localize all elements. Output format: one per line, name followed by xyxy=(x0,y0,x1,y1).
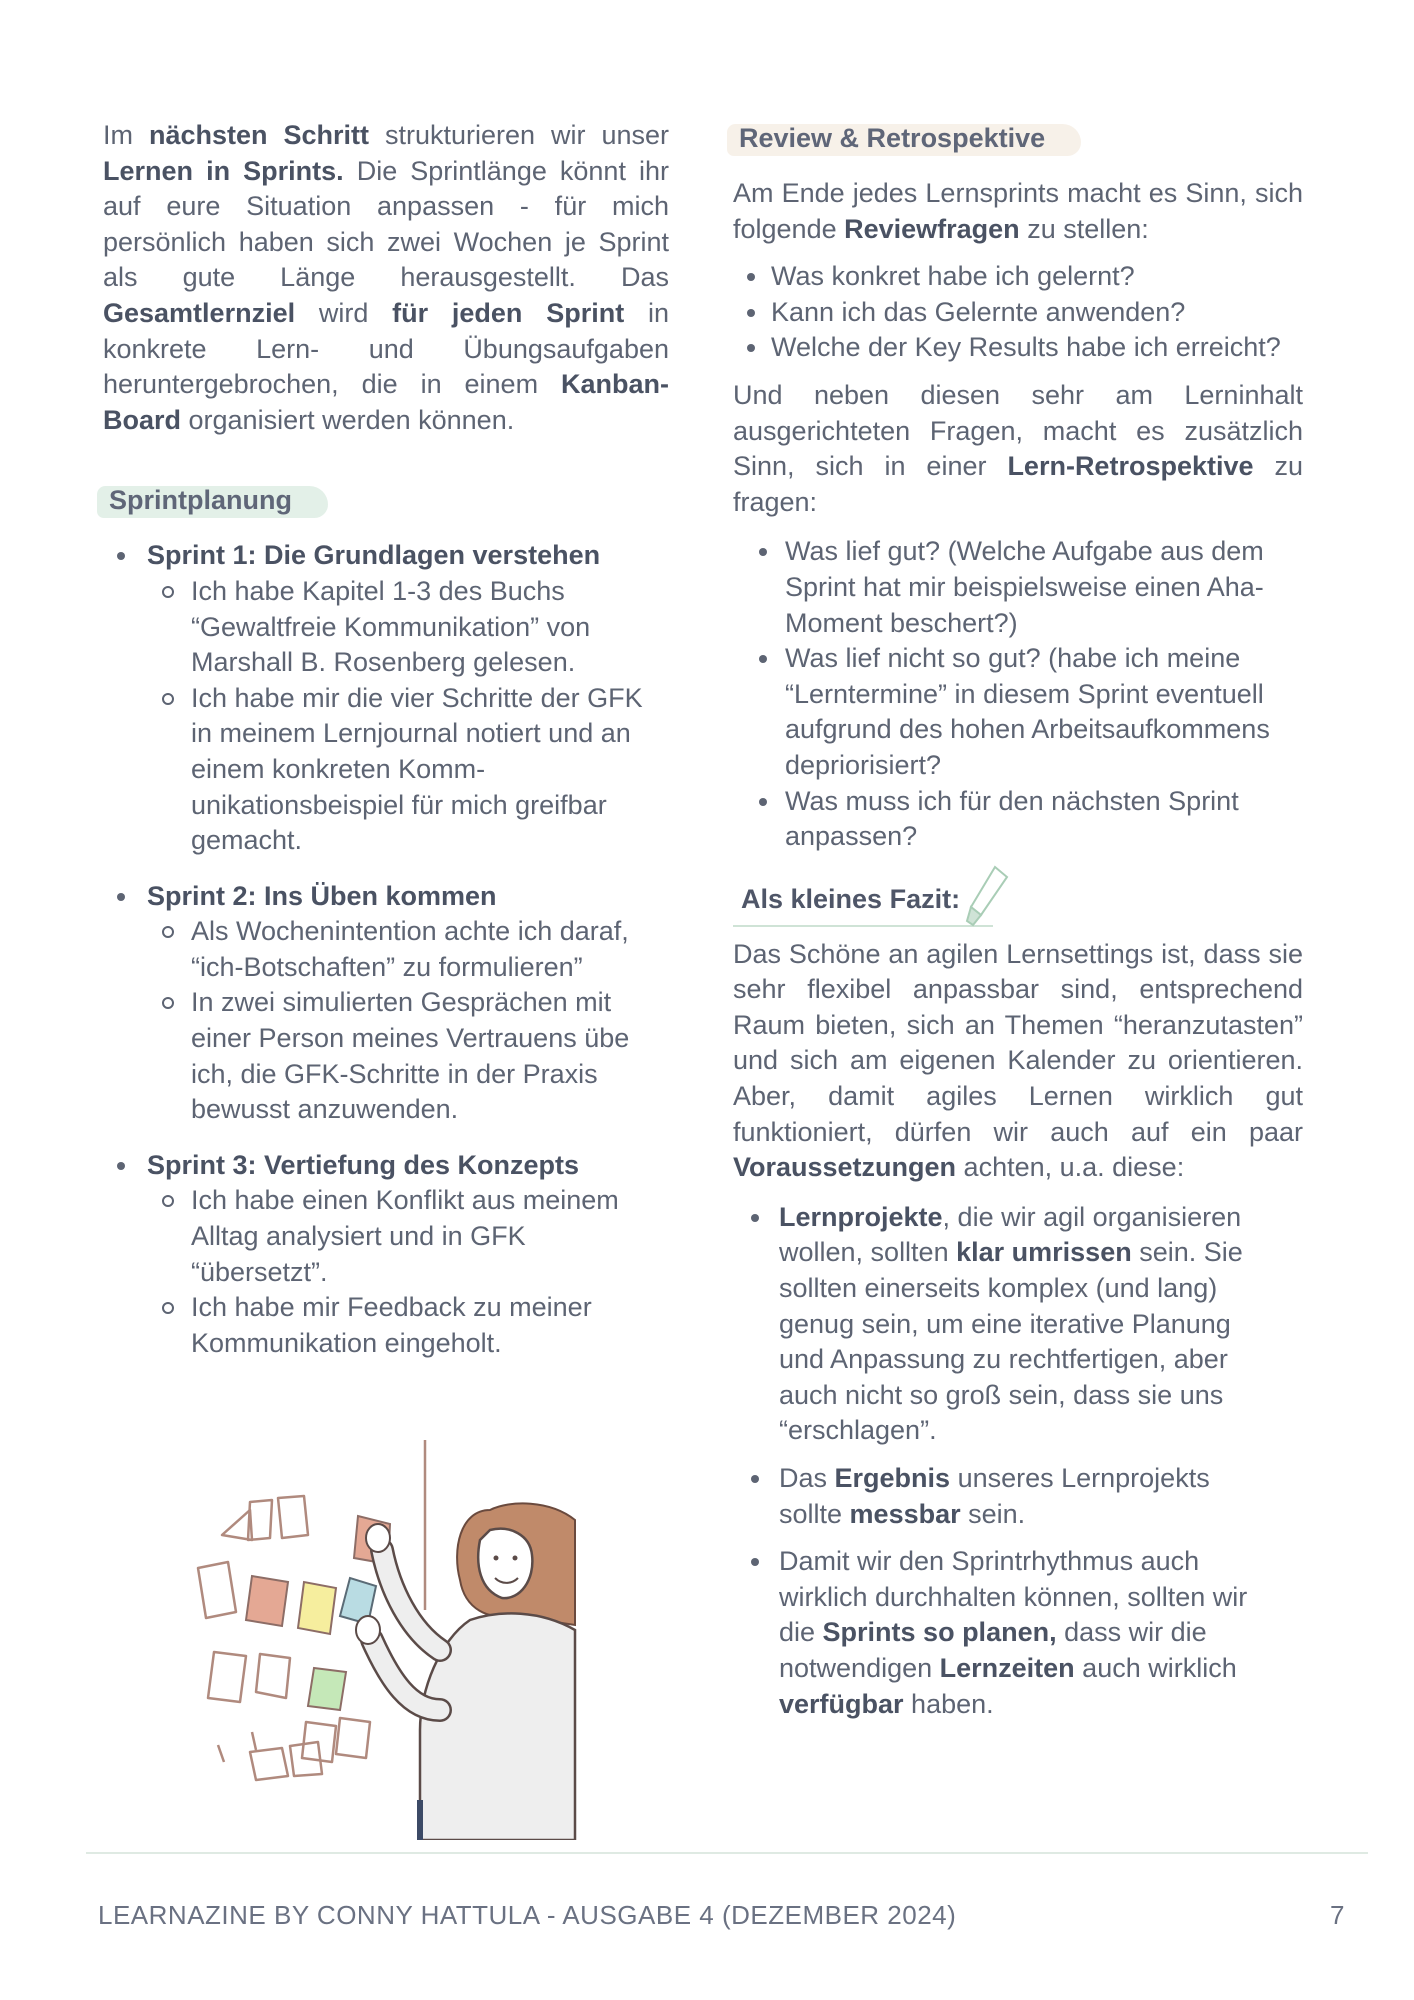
list-item: Was konkret habe ich gelernt? xyxy=(733,259,1303,295)
list-item: Ich habe einen Konflikt aus meinem Alltag analysiert und in GFK “übersetzt”. xyxy=(147,1183,669,1290)
sprint-item-1: Sprint 1: Die Grundlagen verstehen Ich habe Kapitel 1-3 des Buchs “Gewaltfreie Kommunikation” von Marshall B. Rosenberg gelesen. Ich habe mir die vier Schritte der GFK in meinem Lernjournal notiert und an einem konkreten Komm-unikationsbeispiel für mich greifbar gemacht. xyxy=(103,538,669,858)
fazit-paragraph: Das Schöne an agilen Lernsettings ist, dass sie sehr flexibel anpassbar sind, entsprechend Raum bieten, sich an Themen “heranzutasten” und sich am eigenen Kalender zu orientieren. Aber, damit agiles Lernen wirklich gut funktioniert, dürfen wir auch auf ein paar Voraussetzungen achten, u.a. diese: xyxy=(733,938,1303,1183)
review-questions xyxy=(733,259,1303,366)
list-item: Als Wochenintention achte ich daraf, “ich-Botschaften” zu formulieren” xyxy=(147,914,669,985)
list-item: Das Ergebnis unseres Lernprojekts sollte messbar sein. xyxy=(733,1461,1303,1532)
fazit-heading: Als kleines Fazit: xyxy=(741,883,961,914)
list-item: Lernprojekte, die wir agil organisieren wollen, sollten klar umrissen sein. Sie sollten einerseits komplex (und lang) genug sein, um eine iterative Planung und Anpassung zu rechtfertigen, aber auch nicht so groß sein, dass sie uns “erschlagen”. xyxy=(733,1200,1303,1449)
review-heading: Review & Retrospektive xyxy=(733,118,1051,158)
list-item: In zwei simulierten Gesprächen mit einer Person meines Vertrauens übe ich, die GFK-Schritte in der Praxis bewusst anzuwenden. xyxy=(147,985,669,1127)
sprint-list xyxy=(103,538,669,1361)
sprint-item-2: Sprint 2: Ins Üben kommen Als Wochenintention achte ich daraf, “ich-Botschaften” zu formulieren” In zwei simulierten Gesprächen mit einer Person meines Vertrauens übe ich, die GFK-Schritte in der Praxis bewusst anzuwenden. xyxy=(103,879,669,1128)
list-item: Kann ich das Gelernte anwenden? xyxy=(733,295,1303,331)
retro-intro: Und neben diesen sehr am Lerninhalt ausgerichteten Fragen, macht es zusätzlich Sinn, sich in einer Lern-Retrospektive zu fragen: xyxy=(733,379,1303,517)
prerequisites-list xyxy=(733,1200,1303,1722)
list-item: Ich habe mir die vier Schritte der GFK in meinem Lernjournal notiert und an einem konkreten Komm-unikationsbeispiel für mich greifbar gemacht. xyxy=(147,681,669,859)
list-item: Ich habe mir Feedback zu meiner Kommunikation eingeholt. xyxy=(147,1290,669,1361)
list-item: Was muss ich für den nächsten Sprint anpassen? xyxy=(733,784,1303,855)
retro-questions xyxy=(733,534,1303,854)
list-item: Was lief gut? (Welche Aufgabe aus dem Sprint hat mir beispielsweise einen Aha-Moment beschert?) xyxy=(733,534,1303,641)
footer-publication: LEARNAZINE BY CONNY HATTULA - AUSGABE 4 (DEZEMBER 2024) xyxy=(98,1900,957,1930)
left-column xyxy=(103,118,669,1361)
list-item: Was lief nicht so gut? (habe ich meine “Lerntermine” in diesem Sprint eventuell aufgrund des hohen Arbeitsaufkommens depriorisiert? xyxy=(733,641,1303,783)
list-item: Damit wir den Sprintrhythmus auch wirklich durchhalten können, sollten wir die Sprints so planen, dass wir die notwendigen Lernzeiten auch wirklich verfügbar haben. xyxy=(733,1544,1303,1722)
review-intro: Am Ende jedes Lernsprints macht es Sinn, sich folgende Reviewfragen zu stellen: xyxy=(733,178,1303,244)
footer-divider xyxy=(86,1852,1368,1854)
highlighter-marker-icon xyxy=(965,865,1009,929)
sprint-item-3: Sprint 3: Vertiefung des Konzepts Ich habe einen Konflikt aus meinem Alltag analysiert und in GFK “übersetzt”. Ich habe mir Feedback zu meiner Kommunikation eingeholt. xyxy=(103,1148,669,1362)
woman-with-sticky-notes-illustration xyxy=(190,1440,590,1840)
right-column xyxy=(733,118,1303,1722)
fazit-heading-row xyxy=(733,865,1303,923)
intro-paragraph: Im nächsten Schritt strukturieren wir unser Lernen in Sprints. Die Sprintlänge könnt ihr auf eure Situation anpassen - für mich persönlich haben sich zwei Wochen je Sprint als gute Länge herausgestellt. Das Gesamtlernziel wird für jeden Sprint in konkrete Lern- und Übungsaufgaben heruntergebrochen, die in einem Kanban-Board organisiert werden können. xyxy=(103,120,670,435)
fazit-underline xyxy=(733,925,993,927)
list-item: Welche der Key Results habe ich erreicht? xyxy=(733,330,1303,366)
page-number: 7 xyxy=(1330,1900,1345,1930)
sprintplanung-heading: Sprintplanung xyxy=(103,480,298,520)
list-item: Ich habe Kapitel 1-3 des Buchs “Gewaltfreie Kommunikation” von Marshall B. Rosenberg gelesen. xyxy=(147,574,669,681)
